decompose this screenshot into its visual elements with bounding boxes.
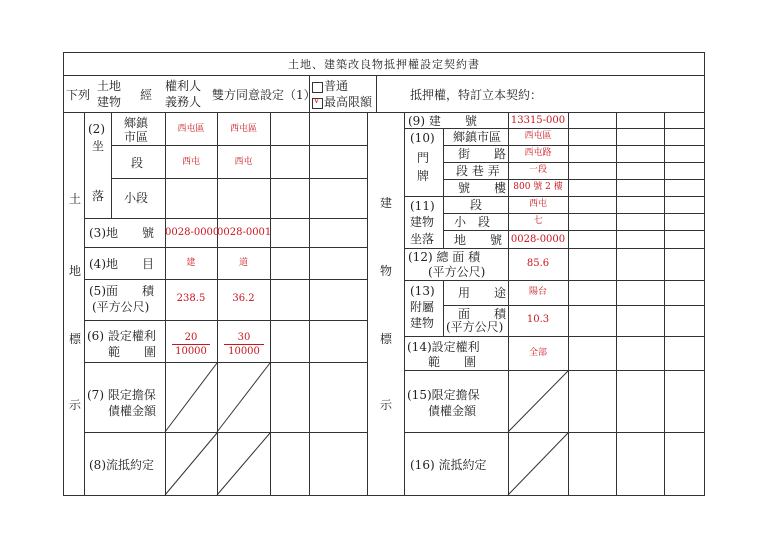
building-zongmianji-value: 85.6: [526, 258, 550, 269]
land-col2-quanli-num: 30: [224, 333, 264, 345]
building-menpai-seq: (10): [410, 131, 435, 145]
building-menpai-char: 門: [417, 151, 430, 165]
land-dimu-label: (4)地 目: [89, 257, 154, 271]
building-fushu-mianji-unit: (平方公尺): [446, 320, 504, 334]
land-side-char: 地: [69, 264, 82, 278]
land-duan-label: 段: [131, 156, 144, 170]
building-quanli-value: 全部: [528, 348, 547, 358]
header-yiwuren: 義務人: [165, 95, 202, 109]
land-col2-dimu: 道: [238, 258, 248, 268]
building-fushu-char: 附屬: [410, 300, 435, 314]
form-title: 土地、建築改良物抵押權設定契約書: [288, 58, 480, 71]
land-zuo: 坐: [92, 139, 105, 153]
building-haolou-value: 800 號 2 樓: [513, 182, 563, 192]
building-fushu-char: 建物: [410, 316, 435, 330]
building-zuoluo-seq: (11): [410, 199, 435, 213]
building-fushu-mianji-label: 面 積: [458, 307, 507, 321]
building-danbao-label-2: 債權金額: [428, 404, 477, 418]
header-putong: 普通: [324, 79, 349, 93]
land-mianji-unit: (平方公尺): [92, 300, 150, 314]
land-col1-quanli-den: 10000: [175, 346, 207, 357]
header-jianwu: 建物: [97, 95, 122, 109]
land-danbao-label: (7) 限定擔保: [87, 388, 156, 402]
building-duan-value: 西屯: [528, 199, 547, 209]
land-col1-dihao: 0028-0000: [165, 227, 220, 238]
building-dihao-value: 0028-0000: [510, 234, 566, 245]
land-quanli-label-2: 範 圍: [108, 345, 157, 359]
land-liudi-label: (8)流抵約定: [89, 458, 154, 472]
building-side-char: 標: [380, 332, 393, 346]
building-duanxiang-value: 一段: [528, 165, 547, 175]
land-seq-2: (2): [88, 122, 105, 136]
header-zuigao: 最高限額: [324, 95, 373, 109]
building-zuoluo-char: 建物: [410, 215, 435, 229]
land-xiaoduan-label: 小段: [124, 191, 149, 205]
header-shuangfang: 雙方同意設定（1）: [212, 88, 316, 102]
header-quanliren: 權利人: [165, 79, 202, 93]
land-col2-dihao: 0028-0001: [217, 227, 272, 238]
building-haolou-label: 號 樓: [458, 181, 507, 195]
building-side-char: 物: [380, 264, 393, 278]
building-xiangzhen-label: 鄉鎮市區: [453, 130, 502, 144]
building-side-char: 建: [380, 196, 393, 210]
building-jianhao-value: 13315-000: [510, 115, 566, 126]
header-jing: 經: [140, 88, 153, 102]
header-tudi: 土地: [97, 79, 122, 93]
land-luo: 落: [92, 189, 105, 203]
building-xiaoduan-label: 小 段: [454, 215, 491, 229]
land-col2-duan: 西屯: [234, 157, 253, 167]
building-jianhao-label: (9) 建 號: [408, 114, 477, 128]
building-xiaoduan-value: 七: [533, 216, 543, 226]
building-jielu-label: 街 路: [458, 147, 507, 161]
building-danbao-label: (15)限定擔保: [407, 388, 480, 402]
building-fushu-mianji-value: 10.3: [526, 314, 550, 325]
land-col2-xiangzhen: 西屯區: [229, 124, 257, 134]
building-quanli-label-2: 範 圍: [428, 355, 477, 369]
building-zongmianji-unit: (平方公尺): [428, 265, 486, 279]
land-col1-dimu: 建: [186, 258, 196, 268]
land-col2-quanli: [224, 333, 264, 357]
land-side-char: 土: [69, 192, 82, 206]
land-col1-duan: 西屯: [181, 157, 200, 167]
land-col2-mianji: 36.2: [232, 293, 255, 304]
building-yongtu-label: 用 途: [458, 286, 507, 300]
header-tail: 抵押權，特訂立本契約：: [410, 88, 543, 102]
building-zuoluo-char: 坐落: [410, 232, 435, 246]
land-col2-quanli-den: 10000: [228, 346, 260, 357]
building-xiangzhen-value: 西屯區: [524, 131, 552, 141]
land-dihao-label: (3)地 號: [89, 226, 154, 240]
land-side-char: 示: [69, 398, 82, 412]
land-mianji-label: (5)面 積: [89, 284, 154, 298]
land-col1-mianji: 238.5: [176, 293, 206, 304]
building-duan-label: 段: [470, 198, 483, 212]
building-side-char: 示: [380, 398, 393, 412]
putong-checkbox[interactable]: [312, 79, 323, 95]
land-col1-quanli: [172, 333, 210, 357]
building-menpai-char: 牌: [417, 169, 430, 183]
land-col1-xiangzhen: 西屯區: [177, 124, 205, 134]
building-liudi-label: (16) 流抵約定: [410, 458, 487, 472]
land-col1-quanli-num: 20: [172, 333, 210, 345]
land-side-char: 標: [69, 332, 82, 346]
land-quanli-label: (6) 設定權利: [87, 329, 156, 343]
land-danbao-label-2: 債權金額: [108, 404, 157, 418]
building-fushu-seq: (13): [410, 284, 435, 298]
land-xiangzhen-label: 鄉鎮 市區: [124, 116, 149, 144]
building-zongmianji-label: (12) 總 面 積: [408, 250, 481, 264]
building-jielu-value: 西屯路: [524, 148, 552, 158]
building-quanli-label: (14)設定權利: [407, 340, 480, 354]
zuigao-check-mark: v: [314, 96, 320, 106]
building-yongtu-value: 陽台: [528, 287, 547, 297]
building-dihao-label: 地 號: [454, 233, 503, 247]
header-xia-lie: 下列: [66, 88, 91, 102]
building-duanxiang-label: 段 巷 弄: [456, 164, 500, 178]
